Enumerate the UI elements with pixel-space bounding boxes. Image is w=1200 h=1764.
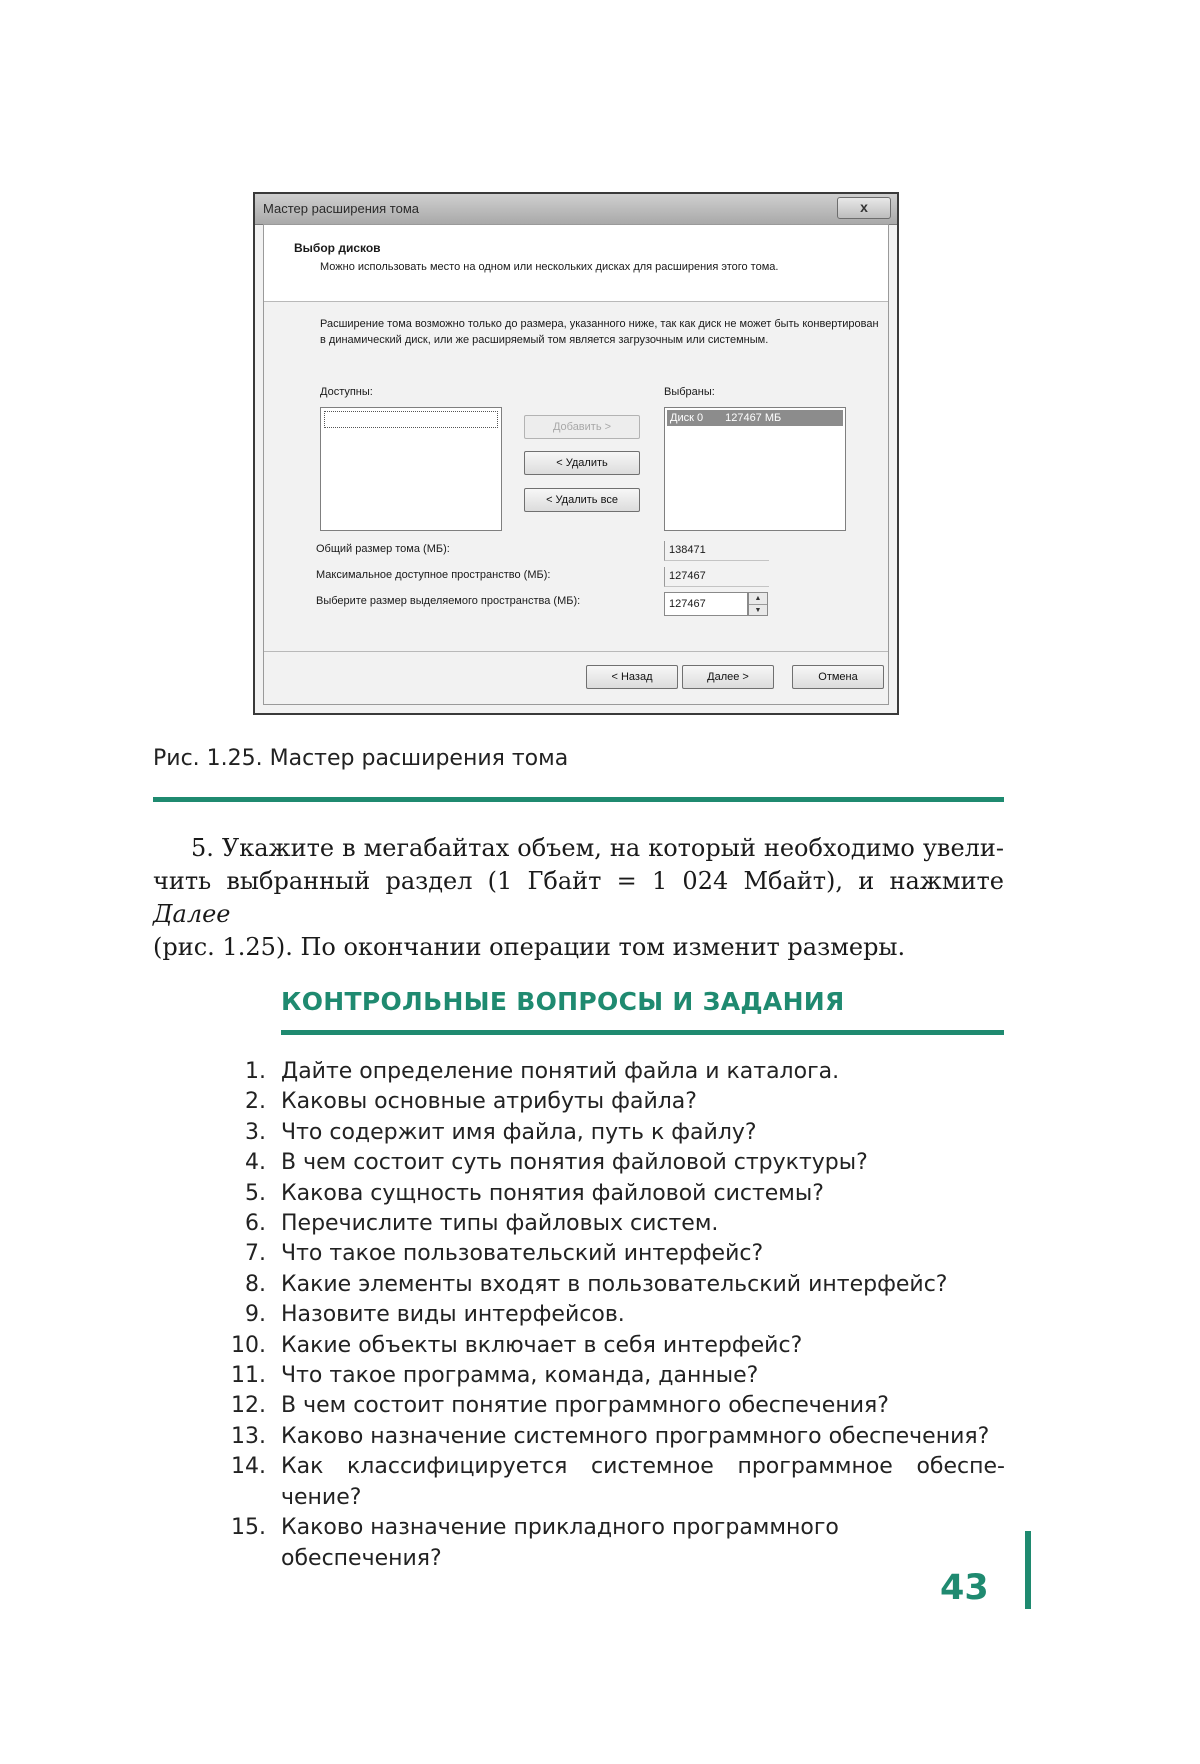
total-size-value: 138471 xyxy=(664,541,769,561)
spin-down-icon[interactable]: ▼ xyxy=(749,604,767,616)
question-number: 9. xyxy=(245,1302,266,1328)
wizard-header xyxy=(264,225,888,302)
list-item xyxy=(200,1331,1005,1361)
size-spinner[interactable] xyxy=(748,592,768,616)
wizard-step-description: Можно использовать место на одном или нескольких дисках для расширения этого тома. xyxy=(320,261,779,273)
max-space-value: 127467 xyxy=(664,567,769,587)
question-number: 12. xyxy=(231,1393,266,1419)
question-text: Что такое пользовательский интерфейс? xyxy=(281,1241,764,1267)
question-text: Что такое программа, команда, данные? xyxy=(281,1363,759,1389)
list-item xyxy=(200,1513,1005,1574)
question-text: В чем состоит суть понятия файловой структуры? xyxy=(281,1150,868,1176)
window-titlebar xyxy=(255,194,897,225)
paragraph-line-3: (рис. 1.25). По окончании операции том изменит размеры. xyxy=(153,933,906,961)
question-number: 15. xyxy=(231,1515,266,1541)
available-label: Доступны: xyxy=(320,386,373,398)
paragraph-line-2 xyxy=(153,865,1004,931)
extension-notice: Расширение тома возможно только до размера, указанного ниже, так как диск не может быть конвертирован в динамический диск, или же расширяемый том является загрузочным или системным. xyxy=(320,318,879,346)
page-number: 43 xyxy=(940,1568,989,1608)
list-item xyxy=(200,1422,1005,1452)
section-divider xyxy=(281,1030,1004,1035)
choose-size-label: Выберите размер выделяемого пространства (МБ): xyxy=(316,595,581,607)
figure-caption: Рис. 1.25. Мастер расширения тома xyxy=(153,746,569,771)
list-item xyxy=(200,1361,1005,1391)
list-item xyxy=(200,1391,1005,1421)
spin-up-icon[interactable]: ▲ xyxy=(754,595,762,602)
wizard-content xyxy=(263,224,889,705)
question-text: Перечислите типы файловых систем. xyxy=(281,1211,719,1237)
question-text: Назовите виды интерфейсов. xyxy=(281,1302,625,1328)
choose-size-input[interactable]: 127467 xyxy=(664,592,748,616)
question-text: Какие элементы входят в пользовательский интерфейс? xyxy=(281,1271,948,1297)
total-size-label: Общий размер тома (МБ): xyxy=(316,543,450,555)
list-focus-rect xyxy=(324,411,498,428)
wizard-footer xyxy=(264,651,888,704)
back-button[interactable]: < Назад xyxy=(586,665,678,689)
next-button[interactable]: Далее > xyxy=(682,665,774,689)
question-text: Какова сущность понятия файловой системы? xyxy=(281,1180,824,1206)
list-item xyxy=(200,1057,1005,1087)
remove-button[interactable]: < Удалить xyxy=(524,451,640,475)
list-item xyxy=(200,1270,1005,1300)
wizard-body xyxy=(264,302,888,652)
close-button[interactable]: x xyxy=(837,197,891,219)
page-number-bar xyxy=(1025,1531,1031,1609)
question-number: 13. xyxy=(231,1423,266,1449)
question-number: 6. xyxy=(245,1211,266,1237)
wizard-step-title: Выбор дисков xyxy=(294,241,381,255)
question-text-continuation: чение? xyxy=(281,1484,362,1510)
list-item xyxy=(200,1118,1005,1148)
question-number: 11. xyxy=(231,1363,266,1389)
caption-divider xyxy=(153,797,1004,802)
selected-disk-item[interactable] xyxy=(667,410,843,426)
question-number: 5. xyxy=(245,1180,266,1206)
paragraph-line-2-text: чить выбранный раздел (1 Гбайт = 1 024 Мбайт), и нажмите xyxy=(153,867,1004,895)
volume-extend-wizard-screenshot xyxy=(253,192,899,715)
question-text: Какие объекты включает в себя интерфейс? xyxy=(281,1332,803,1358)
questions-list xyxy=(200,1057,1005,1574)
question-text: Дайте определение понятий файла и каталога. xyxy=(281,1059,840,1084)
question-number: 1. xyxy=(245,1059,266,1084)
list-item xyxy=(200,1300,1005,1330)
selected-label: Выбраны: xyxy=(664,386,715,398)
question-number: 7. xyxy=(245,1241,266,1267)
question-text: Каковы основные атрибуты файла? xyxy=(281,1089,697,1115)
selected-disk-size: 127467 МБ xyxy=(725,412,782,424)
section-title: КОНТРОЛЬНЫЕ ВОПРОСЫ И ЗАДАНИЯ xyxy=(281,987,845,1016)
question-number: 2. xyxy=(245,1089,266,1115)
list-item xyxy=(200,1179,1005,1209)
question-text: Каково назначение системного программного обеспечения? xyxy=(281,1423,990,1449)
selected-disks-list[interactable] xyxy=(664,407,846,531)
step-paragraph xyxy=(153,832,1004,964)
question-text: Каково назначение прикладного программного обеспечения? xyxy=(281,1515,839,1571)
list-item xyxy=(200,1452,1005,1513)
question-text: В чем состоит понятие программного обеспечения? xyxy=(281,1393,889,1419)
next-term: Далее xyxy=(153,900,231,928)
list-item xyxy=(200,1087,1005,1117)
selected-disk-name: Диск 0 xyxy=(670,412,704,424)
question-number: 14. xyxy=(231,1454,266,1480)
question-text: Что содержит имя файла, путь к файлу? xyxy=(281,1119,757,1145)
question-number: 3. xyxy=(245,1119,266,1145)
question-number: 10. xyxy=(231,1332,266,1358)
cancel-button[interactable]: Отмена xyxy=(792,665,884,689)
question-number: 8. xyxy=(245,1271,266,1297)
window-title: Мастер расширения тома xyxy=(263,201,419,216)
remove-all-button[interactable]: < Удалить все xyxy=(524,488,640,512)
max-space-label: Максимальное доступное пространство (МБ): xyxy=(316,569,551,581)
question-number: 4. xyxy=(245,1150,266,1176)
question-text: Как классифицируется системное программное обеспе- xyxy=(281,1454,1005,1480)
list-item xyxy=(200,1239,1005,1269)
list-item xyxy=(200,1209,1005,1239)
available-disks-list[interactable] xyxy=(320,407,502,531)
list-item xyxy=(200,1148,1005,1178)
add-button[interactable]: Добавить > xyxy=(524,415,640,439)
paragraph-line-1: 5. Укажите в мегабайтах объем, на который необходимо увели- xyxy=(191,834,1004,862)
